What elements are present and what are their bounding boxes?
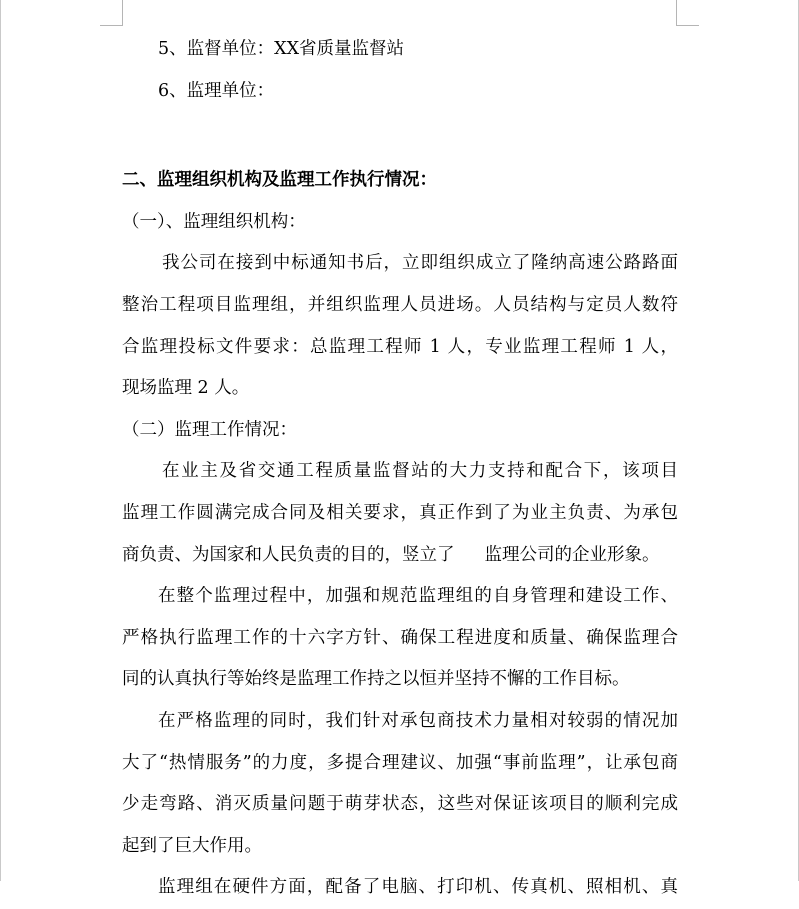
paragraph-line: 在业主及省交通工程质量监督站的大力支持和配合下，该项目 <box>162 461 678 482</box>
blank-line <box>122 112 678 160</box>
paragraph-line: 现场监理 2 人。 <box>122 378 250 399</box>
paragraph-line-part: 监理公司的企业形象。 <box>484 544 660 565</box>
paragraph-line-part: 商负责、为国家和人民负责的目的，竖立了 <box>122 544 455 565</box>
paragraph-line: 同的认真执行等始终是监理工作持之以恒并坚持不懈的工作目标。 <box>122 669 630 690</box>
paragraph-line: 在整个监理过程中，加强和规范监理组的自身管理和建设工作、 <box>158 586 678 607</box>
paragraph-line: 我公司在接到中标通知书后，立即组织成立了隆纳高速公路路面 <box>162 253 678 274</box>
paragraph-line: 大了“热情服务”的力度，多提合理建议、加强“事前监理”，让承包商 <box>122 752 678 773</box>
paragraph-line: 合监理投标文件要求：总监理工程师 1 人，专业监理工程师 1 人， <box>122 336 678 357</box>
paragraph-line <box>122 535 678 577</box>
paragraph-line: 少走弯路、消灭质量问题于萌芽状态，这些对保证该项目的顺利完成 <box>122 794 678 815</box>
margin-corner-mark-left <box>100 0 123 26</box>
list-item-supervisor-unit: 6、监理单位： <box>158 80 275 101</box>
page-left-edge <box>0 0 1 881</box>
paragraph-line-cut-off: 监理组在硬件方面，配备了电脑、打印机、传真机、照相机、真 <box>158 877 678 898</box>
subsection-title-work: （二）监理工作情况： <box>122 419 297 440</box>
list-item-supervision-unit: 5、监督单位：XX省质量监督站 <box>158 39 405 59</box>
paragraph-line: 起到了巨大作用。 <box>122 835 262 856</box>
paragraph-line: 监理工作圆满完成合同及相关要求，真正作到了为业主负责、为承包 <box>122 502 678 523</box>
subsection-title-organization: （一）、监理组织机构： <box>122 211 306 232</box>
document-body[interactable] <box>122 29 678 898</box>
paragraph-line: 严格执行监理工作的十六字方针、确保工程进度和质量、确保监理合 <box>122 627 678 648</box>
margin-corner-mark-right <box>676 0 699 26</box>
paragraph-line: 在严格监理的同时，我们针对承包商技术力量相对较弱的情况加 <box>158 710 678 731</box>
paragraph-line: 整治工程项目监理组，并组织监理人员进场。人员结构与定员人数符 <box>122 294 678 315</box>
section-heading: 二、监理组织机构及监理工作执行情况： <box>122 170 437 191</box>
